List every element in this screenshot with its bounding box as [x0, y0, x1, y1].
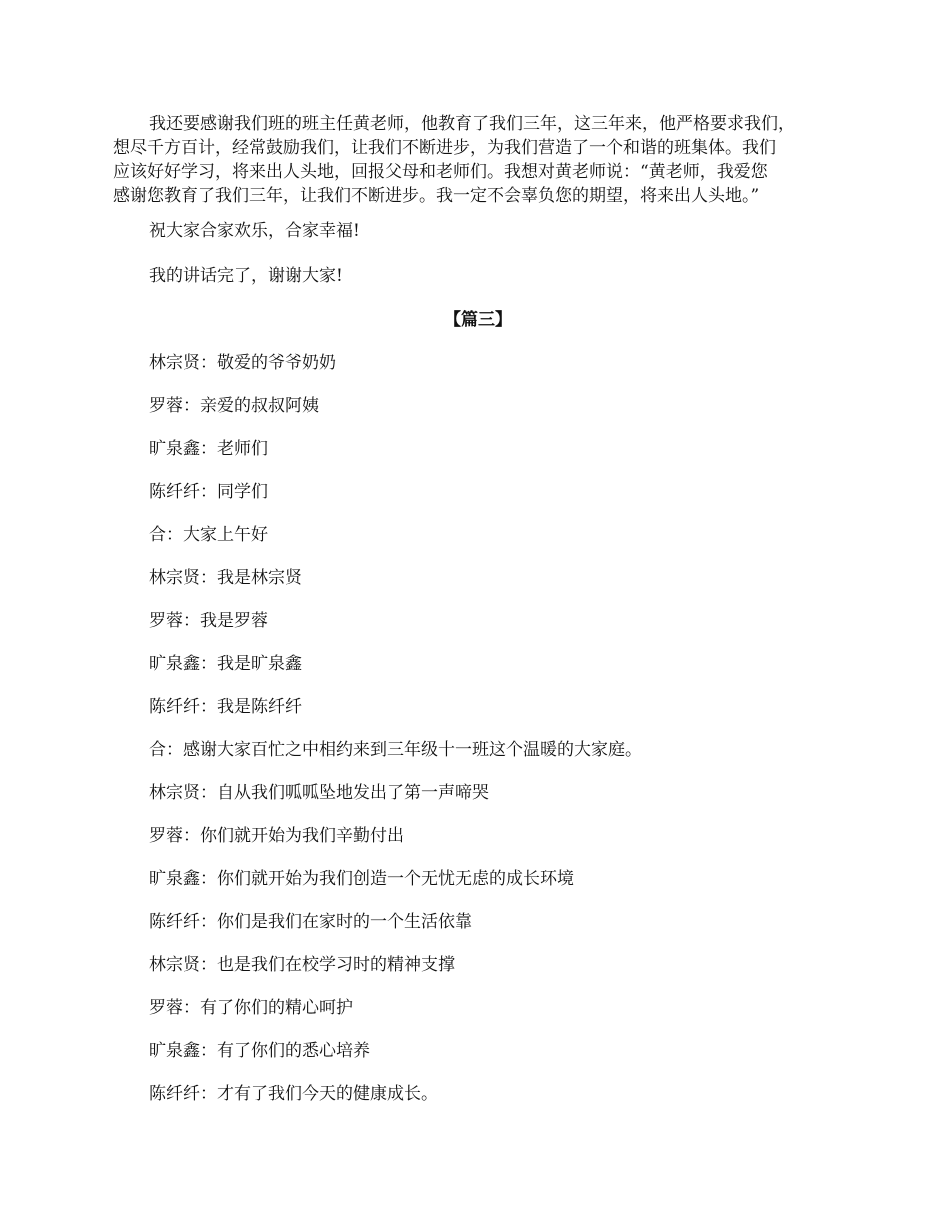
dialogue-line: 旷泉鑫：老师们	[149, 439, 268, 459]
dialogue-line: 罗蓉：有了你们的精心呵护	[149, 998, 353, 1018]
intro-paragraph	[113, 112, 843, 208]
dialogue-line: 旷泉鑫：你们就开始为我们创造一个无忧无虑的成长环境	[149, 869, 574, 889]
section-heading: 【篇三】	[444, 310, 512, 330]
dialogue-line: 罗蓉：你们就开始为我们辛勤付出	[149, 826, 404, 846]
dialogue-line: 陈纤纤：同学们	[149, 482, 268, 502]
dialogue-line: 林宗贤：也是我们在校学习时的精神支撑	[149, 955, 455, 975]
dialogue-line: 林宗贤：敬爱的爷爷奶奶	[149, 353, 336, 373]
dialogue-line: 陈纤纤：我是陈纤纤	[149, 697, 302, 717]
intro-line: 应该好好学习，将来出人头地，回报父母和老师们。我想对黄老师说：“黄老师，我爱您	[113, 162, 768, 182]
dialogue-line: 罗蓉：我是罗蓉	[149, 611, 268, 631]
dialogue-line: 旷泉鑫：我是旷泉鑫	[149, 654, 302, 674]
dialogue-line: 林宗贤：我是林宗贤	[149, 568, 302, 588]
blessing-text: 祝大家合家欢乐，合家幸福!	[149, 221, 360, 241]
intro-line: 想尽千方百计，经常鼓励我们，让我们不断进步，为我们营造了一个和谐的班集体。我们	[113, 138, 776, 158]
dialogue-line: 陈纤纤：才有了我们今天的健康成长。	[149, 1084, 438, 1104]
dialogue-line: 罗蓉：亲爱的叔叔阿姨	[149, 396, 319, 416]
dialogue-line: 合：感谢大家百忙之中相约来到三年级十一班这个温暖的大家庭。	[149, 740, 642, 760]
closing-text: 我的讲话完了，谢谢大家!	[149, 266, 343, 286]
dialogue-line: 陈纤纤：你们是我们在家时的一个生活依靠	[149, 912, 472, 932]
dialogue-line: 合：大家上午好	[149, 525, 268, 545]
dialogue-line: 林宗贤：自从我们呱呱坠地发出了第一声啼哭	[149, 783, 489, 803]
intro-line: 感谢您教育了我们三年，让我们不断进步。我一定不会辜负您的期望，将来出人头地。”	[113, 186, 760, 206]
intro-line: 我还要感谢我们班的班主任黄老师，他教育了我们三年，这三年来，他严格要求我们，	[149, 114, 795, 134]
dialogue-line: 旷泉鑫：有了你们的悉心培养	[149, 1041, 370, 1061]
